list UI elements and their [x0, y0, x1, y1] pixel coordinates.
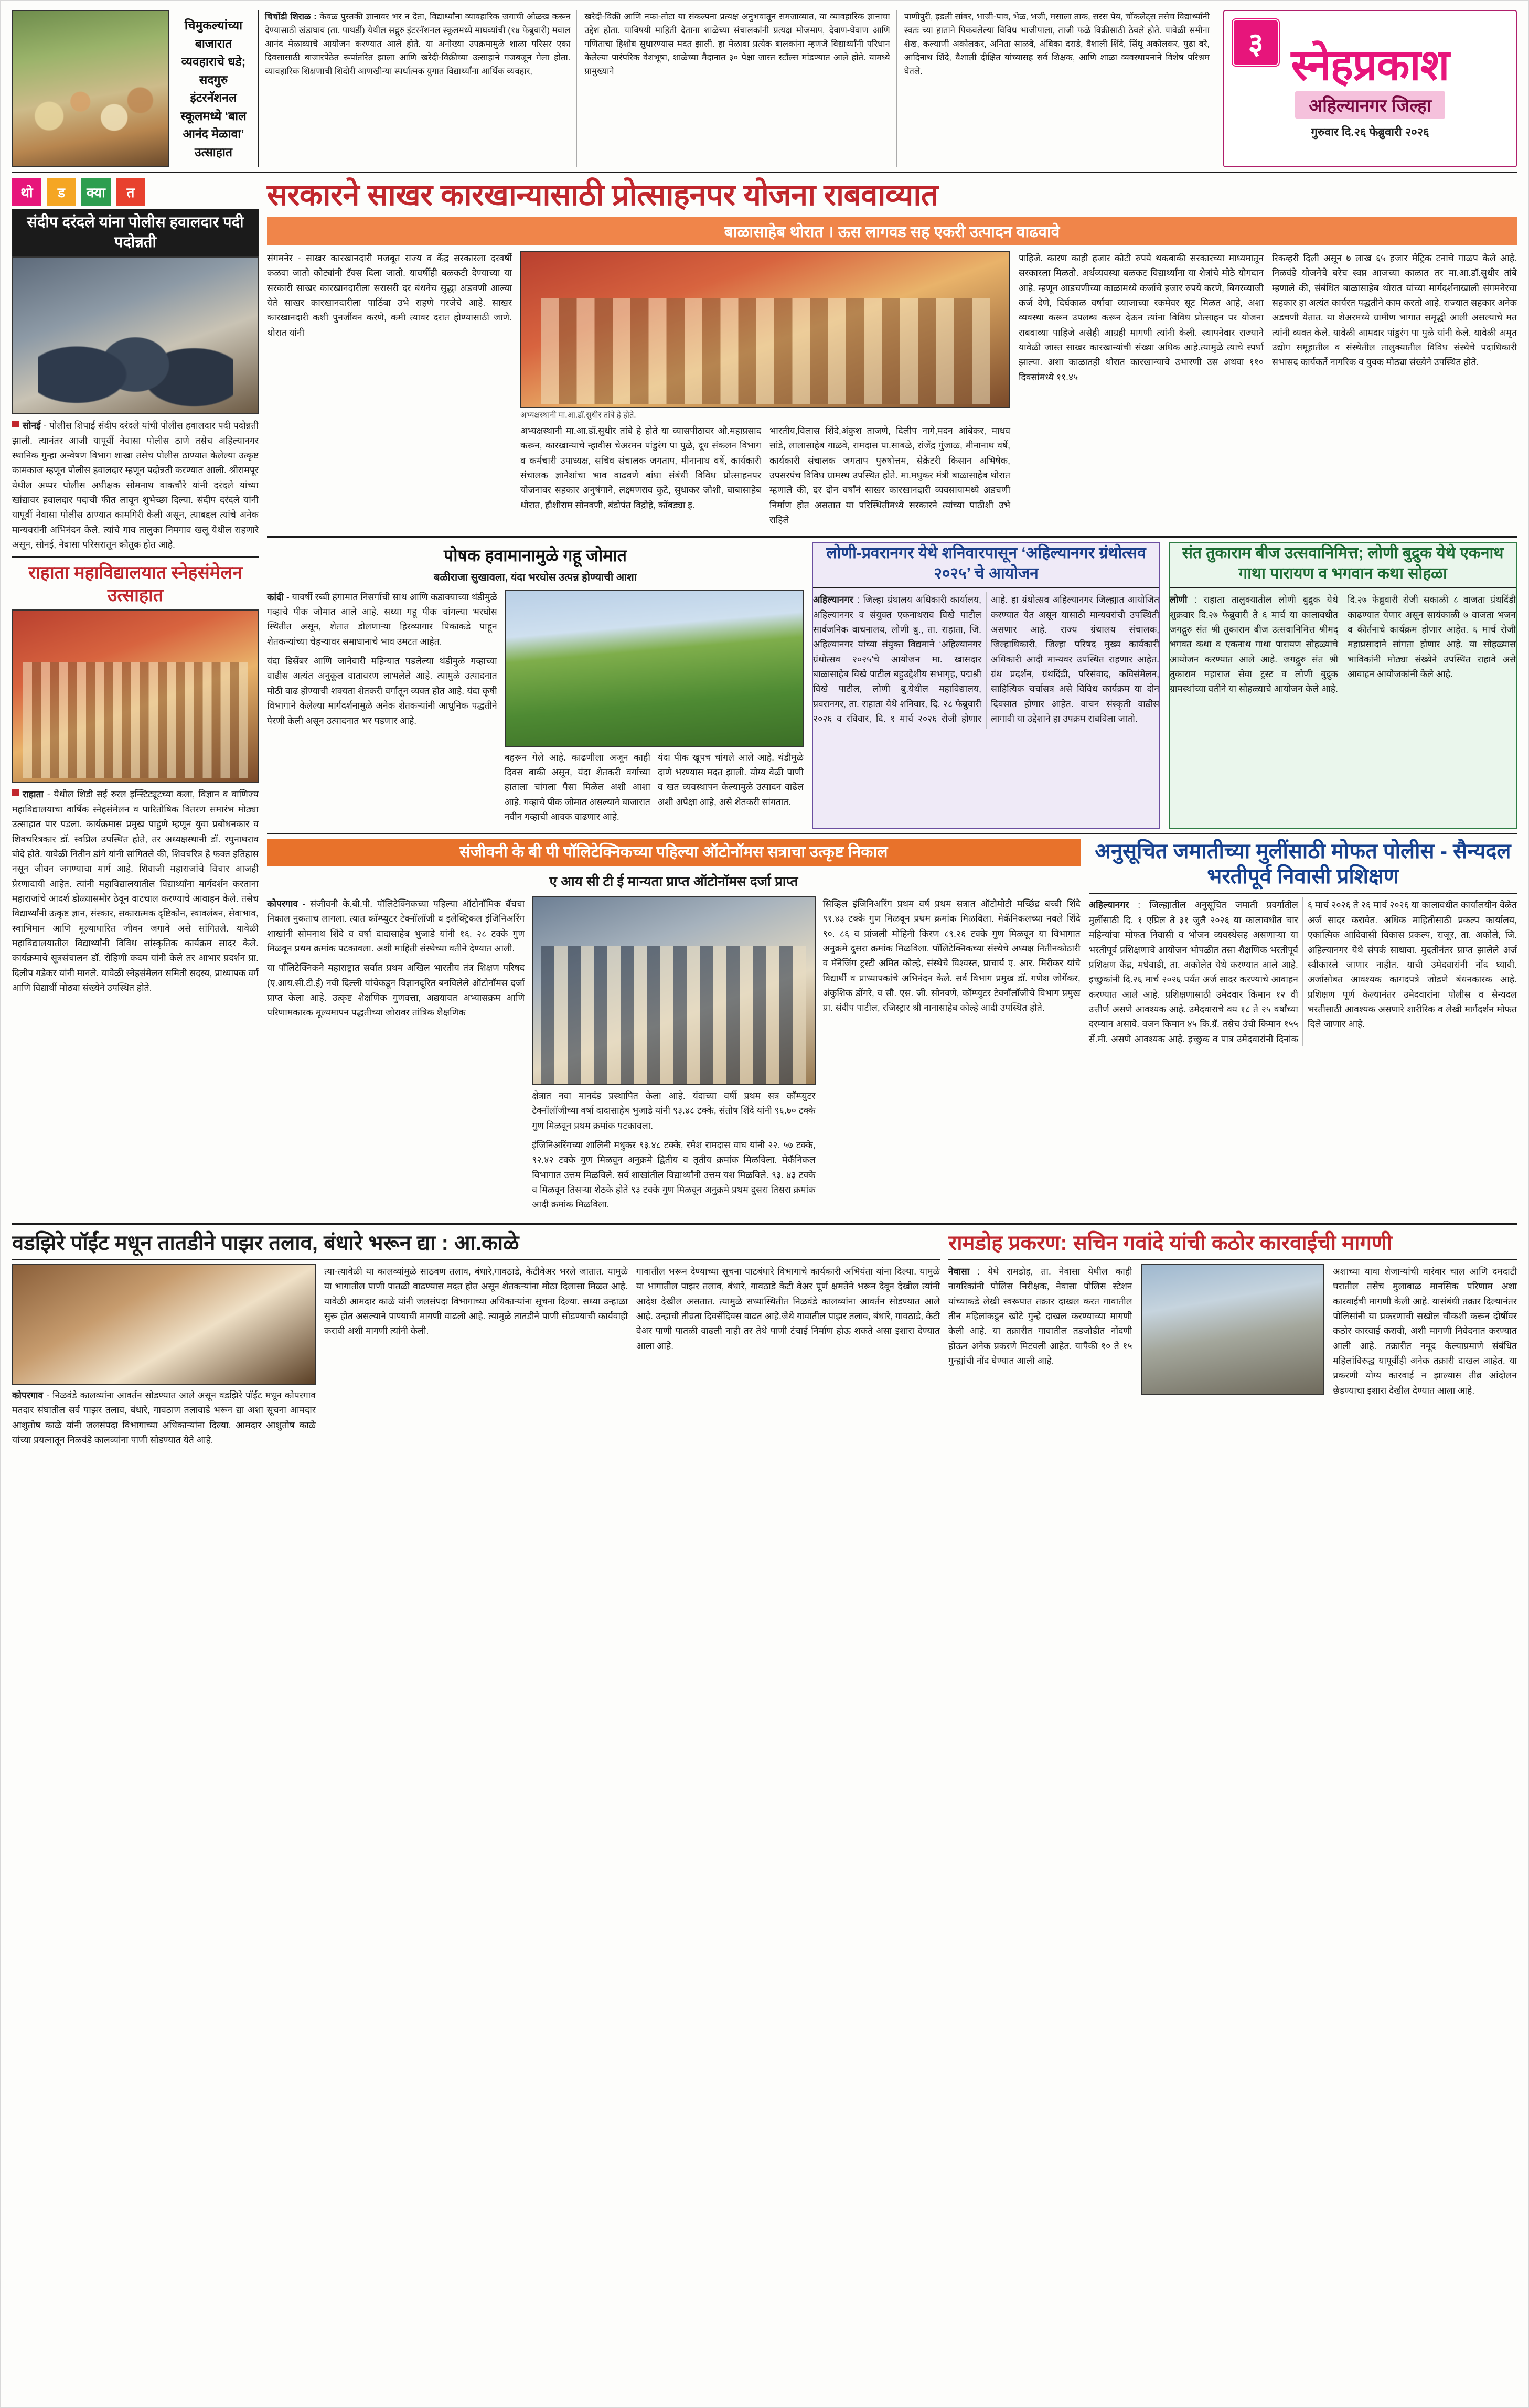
water-col-1 [12, 1264, 316, 1452]
ramdoh-col-1 [948, 1264, 1132, 1403]
tukaram-dateline: लोणी [1170, 594, 1188, 605]
tukaram-text: : राहाता तालुक्यातील लोणी बुद्रुक येथे शुक्रवार दि.२७ फेब्रुवारी ते ६ मार्च या कालावधीत जगद्गुरु संत श्री तुकाराम बीज उत्सवानिमित्त श्रीमद् भगवत कथा व एकनाथ गाथा पारायण सोहळ्याचे आयोजन करण्यात आले आहे. जगद्गुरु संत श्री तुकाराम महाराज सेवा ट्रस्ट व लोणी बुद्रुक ग्रामस्थांच्या वतीने या सोहळ्याचे आयोजन केले आहे. दि.२७ फेब्रुवारी रोजी सकाळी ८ वाजता ग्रंथदिंडी काढण्यात येणार असून सायंकाळी ७ वाजता भजन व कीर्तनाचे कार्यक्रम होणार आहेत. ६ मार्च रोजी महाप्रसादाने सांगता होणार आहे. या सोहळ्यास भाविकांनी मोठ्या संख्येने उपस्थित राहावे असे आवाहन आयोजकांनी केले आहे. [1170, 594, 1516, 694]
lead-col-3-text: भारतीय,विलास शिंदे,अंकुश ताजणे, दिलीप नागे,मदन आंबेकर, माधव सांडे, लालासाहेब गाळवे, रामदास पा.साबळे, रांजेंद्र गुंजाळ, मीनानाथ वर्षे, कार्यकारी संचालक जगताप पुरुषोत्तम, सेक्रेटरी किसान अभिषेक, उपसरपंच विविध ग्रामस्थ उपस्थित होते. मा.मधुकर मंत्री बाळासाहेब थोरात म्हणाले की, दर दोन वर्षांनं साखर कारखानदारी व्यवसायामध्ये अडचणी निर्माण होत असतात या परिस्थितीमध्ये सरकारने त्यांच्या पाठीशी उभे राहिले [769, 425, 1010, 526]
masthead [12, 10, 1517, 167]
ramdoh-photo [1141, 1264, 1325, 1395]
tukaram-divider [1170, 587, 1516, 588]
left-divider-1 [12, 556, 259, 558]
polytechnic-dateline: कोपरगाव [267, 898, 298, 909]
granth-story [812, 542, 1160, 829]
wheat-col-4-text: यंदा पीक खूपच चांगले आले आहे. थंडीमुळे दाणे भरण्यास मदत झाली. योग्य वेळी पाणी व खत व्यवस्थापन केल्यामुळे उत्पादन वाढेल अशी अपेक्षा आहे, असे शेतकरी सांगतात. [657, 752, 804, 807]
water-col-2 [324, 1264, 628, 1452]
ramdoh-divider [948, 1259, 1517, 1260]
promotion-headline: संदीप दरंदले यांना पोलीस हवालदार पदी पदोन्नती [12, 209, 259, 256]
wheat-col-1 [267, 590, 497, 829]
lead-col-4 [1019, 251, 1264, 532]
ramdoh-col-1-text: : येथे रामडोह, ता. नेवासा येथील काही नागरिकांनी पोलिस निरीक्षक, नेवासा पोलिस स्टेशन यांच्याकडे लेखी स्वरूपात तक्रार दाखल करत गावातील तीन महिलांकडून खोटे गुन्हे दाखल करण्याच्या मागणी केली आहे. या तक्रारीत गावातील तडजोडीत नोंदणी होऊन अनेक प्रकरणे मिटवली आहेत. यापैकी १० ते १५ गुन्ह्यांची नोंद घेण्यात आली आहे. [948, 1266, 1132, 1366]
wheat-subhead: बळीराजा सुखावला, यंदा भरघोस उत्पन्न होण्याची आशा [434, 572, 637, 584]
lead-col-4-text: पाहिजे. कारण काही हजार कोटी रुपये थकबाकी सरकारच्या माध्यमातून सरकारला मिळतो. अर्थव्यवस्था बळकट विद्यार्थ्यांना या शेत्रांचे मोठे योगदान आहे. म्हणून आडचणीच्या काळामध्ये कर्जाचे हजार रुपये करणे, बिगरव्याजी कर्ज देणे, दिर्घकाळ वर्षांचा व्याजाच्या रकमेवर सूट मिळत आहे, अशा व्यवस्था करून उपलब्ध करून देऊन त्यांना विविध प्रोत्साहन पर योजना राबवाव्या पाहिजे असेही आग्रही मागणी त्यांनी केली. स्थापनेवार राज्याने यावेळी जास्त साखर कारखान्यांची संख्या अधिक आहे.त्यामुळे त्याचे स्पर्धा झाल्या. अशा काळातही थोरात कारखान्याचे उभारणी उस अथवा ११० दिवसांमध्ये ११.४५ [1019, 252, 1264, 382]
bullet-icon [12, 421, 19, 427]
college-photo [12, 609, 259, 783]
wheat-dateline: कांदी [267, 591, 284, 602]
lead-col-2-text: अभ्यक्षस्थानी मा.आ.डॉ.सुधीर तांबे हे होते या व्यासपीठावर औ.महाप्रसाद करून, कारखान्याचे न्हावीस चेअरमन पांडुरंग पा पुळे, दूध संकलन विभाग व कर्मचारी उपाध्यक्ष, सचिव संचालक जगताप, मीनानाथ वर्षे, कार्यकारी संचालक ज्ञानेशांचा भाव वाढवणे बांधा संबंधी विविध प्रोत्साहनपर योजनावर सहकार अनुषंगाने, लक्ष्मणराव कुटे, सुधाकर जोशी, बाबासाहेब थोरात, हौशीराम सोनवणी, बंडोपंत विद्रोहे, कोंबड्या इ. [520, 425, 761, 510]
water-headline: वडझिरे पॉईंट मधून तातडीने पाझर तलाव, बंधारे भरून द्या : आ.काळे [12, 1231, 519, 1255]
wheat-col-3-text: बहरून गेले आहे. काढणीला अजून काही दिवस बाकी असून, यंदा शेतकरी वर्गाच्या हाताला चांगला पैसा मिळेल अशी आशा आहे. गव्हाचे पीक जोमात असल्याने बाजारात नवीन गव्हाची आवक वाढणार आहे. [504, 752, 650, 822]
second-divider [267, 833, 1517, 834]
masthead-col-1-lead: चिचोंडी शिराळ : [265, 12, 317, 22]
masthead-col-3 [904, 10, 1216, 167]
newspaper-logo [1223, 10, 1517, 167]
masthead-photo-block [12, 10, 259, 167]
lead-photo-caption: अभ्यक्षस्थानी मा.आ.डॉ.सुधीर तांबे हे होते. [520, 410, 636, 420]
ramdoh-story [948, 1230, 1517, 1452]
water-story [12, 1230, 940, 1452]
college-text: - येथील शिडी सई रुरल इन्स्टिट्यूटच्या कला, विज्ञान व वाणिज्य महाविद्यालयाचा वार्षिक स्नेहसंमेलन व पारितोषिक वितरण समारंभ मोठ्या उत्साहात पार पडला. कार्यक्रमास प्रमुख पाहुणे म्हणून युवा प्रबोधनकार व शिवचरित्रकार डॉ. स्वप्निल उपस्थित होते, तर अध्यक्षस्थानी डॉ. रघुनाथराव बोदे होते. यावेळी नितीन डांगे यांनी सांगितले की, शिवचरित्र हे फक्त इतिहास नसून जीवन जगण्याचा मार्ग आहे. शिवाजी महाराजांचे विचार आजही प्रेरणादायी आहेत. त्यांनी महाविद्यालयातील विद्यार्थ्यांना मार्गदर्शन करताना महाराजांचे आदर्श डोळ्यासमोर ठेवून वाटचाल करण्याचे आवाहन केले. तसेच विद्यार्थ्यांनी उत्कृष्ट ज्ञान, संस्कार, सकारात्मक दृष्टिकोन, स्वावलंबन, सेवाभाव, स्वाभिमान आणि मूल्याधारित जीवन जगावे असे सांगितले. यावेळी महाविद्यालयातील विद्यार्थ्यांनी विविध सांस्कृतिक कार्यक्रम सादर केले. कार्यक्रमाचे सूत्रसंचालन डॉ. रोहिणी कदम यांनी केले तर आभार प्रदर्शन प्रा. दिलीप गडेकर यांनी मानले. यावेळी स्नेहसंमेलन समिती सदस्य, प्राध्यापक वर्ग आणि विद्यार्थी मोठ्या संख्येने उपस्थित होते. [12, 789, 259, 993]
lead-story-body [267, 251, 1517, 532]
bullet-icon [12, 789, 19, 796]
water-col-2-text: त्या-त्यावेळी या कालव्यांमुळे साठवण तलाव, बंधारे,गावठाडे, केटीवेअर भरले जातात. यामुळे या भागातील पाणी पातळी वाढण्यास मदत होत असून शेतकऱ्यांना मोठा दिलासा मिळत आहे. यावेळी आमदार काळे यांनी जलसंपदा विभागाच्या अधिकाऱ्यांना सूचना दिल्या. सध्या उन्हाळा सुरू होत असल्याने पाण्याची मागणी वाढली आहे. त्यामुळे तातडीने पाणी सोडण्याची कार्यवाही करावी अशी मागणी त्यांनी केली. [324, 1266, 628, 1336]
promotion-dateline: सोनई [23, 420, 41, 431]
masthead-divider [12, 172, 1517, 173]
second-band [267, 542, 1517, 829]
masthead-left [12, 10, 1216, 167]
granth-text: : जिल्हा ग्रंथालय अधिकारी कार्यालय, अहिल्यानगर व संयुक्त एकनाथराव विखे पाटील सार्वजनिक वाचनालय, लोणी बु., ता. राहाता, जि. अहिल्यानगर यांच्या संयुक्त विद्यमाने ‘अहिल्यानगर ग्रंथोत्सव २०२५’चे आयोजन मा. खासदार बाळासाहेब विखे पाटील बहुउद्देशीय सभागृह, पद्मश्री विखे पाटील, लोणी बु.येथील महाविद्यालय, प्रवरानगर, ता. राहाता येथे शनिवार, दि. २८ फेब्रुवारी २०२६ व रविवार, दि. १ मार्च २०२६ रोजी होणार आहे. हा ग्रंथोत्सव अहिल्यानगर जिल्ह्यात आयोजित करण्यात येत असून यासाठी मान्यवरांची उपस्थिती असणार आहे. राज्य ग्रंथालय संचालक, जिल्हाधिकारी, जिल्हा परिषद मुख्य कार्यकारी अधिकारी आदी मान्यवर उपस्थित राहणार आहेत. ग्रंथ प्रदर्शन, ग्रंथदिंडी, परिसंवाद, कविसंमेलन, साहित्यिक चर्चासत्र असे विविध कार्यक्रम या दोन दिवसात होणार आहेत. वाचन संस्कृती वाढीस लागावी या उद्देशाने हा उपक्रम राबविला जातो. [813, 594, 1159, 724]
main-grid [12, 178, 1517, 1217]
lead-subhead: बाळासाहेब थोरात । ऊस लागवड सह एकरी उत्पादन वाढवावे [267, 217, 1517, 245]
kicker-tile-4: त [116, 178, 145, 206]
ramdoh-headline: रामडोह प्रकरण: सचिन गवांदे यांची कठोर कारवाईची मागणी [948, 1231, 1393, 1255]
recruitment-text: : जिल्ह्यातील अनुसूचित जमाती प्रवर्गातील मुलींसाठी दि. १ एप्रिल ते ३१ जुलै २०२६ या कालावधीत चार महिन्यांचा मोफत निवासी व भोजन व्यवस्थेसह असणाऱ्या या भरतीपूर्व प्रशिक्षणाचे आयोजन भोपळीत तसा शैक्षणिक भरतीपूर्व प्रशिक्षण केंद्र, मधेवाडी, ता. अकोलेत येथे करण्यात आले आहे. इच्छुकांनी दि.२६ मार्च २०२६ पर्यंत अर्ज सादर करण्याचे आवाहन करण्यात आले आहे. प्रशिक्षणासाठी उमेदवार किमान १२ वी उत्तीर्ण असणे आवश्यक आहे. उमेदवाराचे वय १८ ते २५ वर्षांच्या दरम्यान असावे. वजन किमान ४५ कि.ग्रॅ. तसेच उंची किमान १५५ सें.मी. असणे आवश्यक आहे. इच्छुक व पात्र उमेदवारांनी दिनांक ६ मार्च २०२६ ते २६ मार्च २०२६ या कालावधीत कार्यालयीन वेळेत अर्ज सादर करावेत. अधिक माहितीसाठी प्रकल्प कार्यालय, एकात्मिक आदिवासी विकास प्रकल्प, राजूर, ता. अकोले, जि. अहिल्यानगर येथे संपर्क साधावा. मुदतीनंतर प्राप्त झालेले अर्ज स्वीकारले जाणार नाहीत. याची उमेदवारांनी नोंद घ्यावी. अर्जासोबत आवश्यक कागदपत्रे जोडणे बंधनकारक आहे. प्रशिक्षण पूर्ण केल्यानंतर उमेदवारांना पोलीस व सैन्यदल भरतीसाठी आवश्यक असणारे शारीरिक व लेखी मार्गदर्शन मोफत दिले जाणार आहे. [1088, 900, 1517, 1044]
water-col-3-text: गावातील भरून देण्याच्या सूचना पाटबंधारे विभागाचे कार्यकारी अभियंता यांना दिल्या. यामुळे या भागातील पाझर तलाव, बंधारे, गावठाडे केटी वेअर पूर्ण क्षमतेने भरून देवून देखील त्यांनी आदेश देखील असतात. त्यामुळे सध्यास्थितीत निळवंडे कालव्यांना आवर्तन सोडण्यात आले आहे. उन्हाची तीव्रता दिवसेंदिवस वाढत आहे.जेथे गावातील पाझर तलाव, बंधारे, गावठाडे, केटी वेअर पाणी पातळी वाढली नाही तर तेथे पाणी टंचाई निर्माण होऊ शकते असा इशारा देण्यात आला आहे. [636, 1266, 940, 1351]
polytechnic-photo [532, 896, 815, 1085]
water-col-3 [636, 1264, 940, 1452]
masthead-col-1-text: केवळ पुस्तकी ज्ञानावर भर न देता, विद्यार्थ्यांना व्यावहारिक जगाची ओळख करून देण्यासाठी खंडाघाव (ता. पाथर्डी) येथील सद्गुरु इंटरनॅशनल स्कूलमध्ये माघव्यांची (१४ फेब्रुवारी) मवाल आनंद मेळाव्याचे आयोजन करण्यात आले होते. या अनोख्या उपक्रमामुळे शाळा परिसर एका दिवसासाठी बाजारपेठेत रूपांतरित झाला आणि खरेदी-विक्रीच्या उत्साहाने गजबजून गेला होता. व्यावहारिक शिक्षणाची शिदोरी आणखीन्या स्पर्धात्मक युगात विद्यार्थ्यांना आर्थिक व्यवहार, [265, 12, 571, 77]
ramdoh-col-2-text: अशाच्या यावा शेजाऱ्यांची वारंवार चाल आणि दमदाटी घरातील तसेच मुलाबाळ मानसिक परिणाम अशा कारवाईची मागणी केली आहे. यासंबंधी तक्रार दिल्यानंतर पोलिसांनी या प्रकरणाची सखोल चौकशी करून दोषींवर कठोर कारवाई करावी, अशी मागणी निवेदनात करण्यात आली आहे. तक्रारीत नमूद केल्याप्रमाणे संबंधित महिलांविरुद्ध यापूर्वीही अनेक तक्रारी दाखल आहेत. या प्रकरणी योग्य कारवाई न झाल्यास तीव्र आंदोलन छेडण्याचा इशारा देखील देण्यात आला आहे. [1333, 1266, 1517, 1396]
kicker-tile-3: क्या [81, 178, 111, 206]
wheat-story [267, 542, 804, 829]
polytechnic-col-4-text: इंजिनिअरिंगच्या शालिनी मधुकर ९३.४८ टक्के, रमेश रामदास वाघ यांनी २२. ५७ टक्के, ९२.४२ टक्के गुण मिळवून अनुक्रमे द्वितीय व तृतीय क्रमांक मिळविला. मेकॅनिकल विभागात उत्तम मिळविले. सर्व शाखांतील विद्यार्थ्यांनी उत्तम यश मिळविले. ९३. ४३ टक्के व मिळवून तिसऱ्या शेठके होते ९३ टक्के गुण मिळवून अनुक्रमे प्रथम दुसरा तिसरा क्रमांक आदी क्रमांक मिळविला. [532, 1140, 816, 1210]
lead-col-1 [267, 251, 512, 532]
masthead-columns [265, 10, 1216, 167]
page-number-badge: ३ [1233, 19, 1279, 66]
wheat-photo-block [505, 590, 804, 829]
ramdoh-col-2 [1333, 1264, 1517, 1403]
polytechnic-story [267, 839, 1081, 1216]
water-dateline: कोपरगाव [12, 1389, 44, 1400]
polytechnic-photo-block [532, 896, 815, 1217]
water-photo [12, 1264, 316, 1385]
ramdoh-photo-block [1141, 1264, 1325, 1403]
tukaram-body [1170, 592, 1516, 696]
polytechnic-col-5-text: सिव्हिल इंजिनिअरिंग प्रथम वर्ष प्रथम सत्रात ऑटोमोटी मच्छिंद्र बच्ची शिंदे ९१.४३ टक्के गुण मिळवून प्रथम क्रमांक मिळविला. मेकॅनिकलच्या नवले शिंदे ९०. ८६ व प्रांजली मोहिनी किरण ८९.२६ टक्के गुण मिळवून या विभागात अनुक्रमे दुसरा क्रमांक मिळविला. पॉलिटेक्निकच्या संस्थेचे अध्यक्ष नितीनकोठारी व मॅनेजिंग ट्रस्टी अमित कोल्हे, संस्थेचे विश्वस्त, प्राचार्य ए. आर. मिरीकर यांचे विद्यार्थी व प्राध्यापकांचे अभिनंदन केले. सर्व विभाग प्रमुख डॉ. गणेश जोगेंकर, अंकुशिक डोंगरे, व सौ. एस. जी. सोनवणे, कॉम्प्युटर टेक्नॉलॉजीचे विभाग प्रमुख प्रा. संदीप पाटील, रजिस्ट्रार श्री नानासाहेब कोल्हे आदी उपस्थित होते. [822, 898, 1081, 1013]
wheat-headline: पोषक हवामानामुळे गहू जोमात [444, 546, 627, 565]
masthead-col-3-text: पाणीपुरी, इडली सांबर, भाजी-पाव, भेळ, भजी, मसाला ताक, सरस पेय, चॉकलेट्स तसेच विद्यार्थ्यांनी स्वतः च्या हाताने पिकवलेल्या विविध भाजीपाला, ताजी फळे विक्रीसाठी ठेवले होते. यावेळी समीना शेख, कल्याणी अकोलकर, अनिता साळवे, अंबिका दराडे, वैशाली शिंदे, सिंधू अकोलकर, पुढा वरे, आदिनाथ शिंदे, वैशाली दीक्षित यांच्यासह सर्व शिक्षक, आणि शाळा व्यवस्थापनाने विशेष परिश्रम घेतले. [904, 12, 1210, 77]
polytechnic-col-5 [823, 896, 1081, 1217]
newspaper-title: स्नेहप्रकाश [1291, 41, 1449, 89]
bottom-band [12, 1223, 1517, 1452]
lead-col-5-text: रिकव्हरी दिली असून ७ लाख ६५ हजार मेट्रिक टनाचे गाळप केले आहे. निळवंडे योजनेचे बरेच स्वप्न आजच्या काळात तर मा.आ.डॉ.सुधीर तांबे म्हणाले की, संबंधित बाळासाहेब थोरात यांच्या मार्गदर्शनाखाली संगमनेरचा सहकार हा अत्यंत कार्यरत पद्धतीने काम करतो आहे. राज्यात सहकार अनेक अडचणी येतात. या शेअरमध्ये ग्रामीण भागात समृद्धी आली असल्याचे मत त्यांनी व्यक्त केले. यावेळी आमदार पांडुरंग पा पुळे यांनी केले. यावेळी अमृत उद्योग समूहातील व संस्थेतील तालुक्यातील विविध संस्थेचे पदाधिकारी सभासद कार्यकर्ते नागरिक व युवक मोठ्या संख्येने उपस्थित होते. [1272, 252, 1517, 368]
main-column [267, 178, 1517, 1217]
wheat-col-1-text: - यावर्षी रब्बी हंगामात निसर्गाची साथ आणि कडाक्याच्या थंडीमुळे गव्हाचे पीक जोमात आले आहे. सध्या गहू पीक चांगल्या भरघोस स्थितीत असून, शेतात डोलणाऱ्या हिरव्यागार पिकाकडे पाहून शेतकऱ्यांच्या चेहऱ्यावर समाधानाचे भाव उमटत आहेत. [267, 591, 497, 647]
wheat-col-2-text: यंदा डिसेंबर आणि जानेवारी महिन्यात पडलेल्या थंडीमुळे गव्हाच्या वाढीस अत्यंत अनुकूल वातावरण लाभलेले आहे. त्यामुळे उत्पादनात मोठी वाढ होण्याची शक्यता शेतकरी वर्गातून व्यक्त होत आहे. यंदा कृषी विभागाने केलेल्या मार्गदर्शनामुळे अनेक शेतकऱ्यांनी आधुनिक पद्धतीने पेरणी केली असून उत्पादनात भर पडणार आहे. [267, 656, 497, 726]
polytechnic-col-1-text: - संजीवनी के.बी.पी. पॉलिटेक्निकच्या पहिल्या ऑटोनॉमिक बॅचचा निकाल नुकताच लागला. त्यात कॉम्प्युटर टेक्नॉलॉजी व इलेक्ट्रिकल इंजिनिअरिंग शाखांनी सोमनाथ शिंदे व वर्षा दादासाहेब भुजाडे यांनी १६. २८ टक्के गुण मिळवून प्रथम क्रमांक पटकावला. अशी माहिती संस्थेच्या वतीने देण्यात आली. [267, 898, 525, 954]
lead-photo-block [520, 251, 1010, 532]
polytechnic-headline: संजीवनी के बी पी पॉलिटेक्निकच्या पहिल्या ऑटोनॉमस सत्राचा उत्कृष्ट निकाल [267, 839, 1081, 866]
lead-col-5 [1272, 251, 1517, 532]
recruitment-body [1089, 897, 1517, 1046]
tukaram-story [1169, 542, 1517, 829]
recruitment-dateline: अहिल्यानगर [1088, 900, 1129, 911]
tukaram-headline: संत तुकाराम बीज उत्सवानिमित्त; लोणी बुद्रुक येथे एकनाथ गाथा पारायण व भगवान कथा सोहळा [1182, 544, 1504, 583]
granth-dateline: अहिल्यानगर [813, 594, 853, 605]
granth-divider [813, 587, 1159, 588]
college-headline: राहाता महाविद्यालयात स्नेहसंमेलन उत्साहात [28, 563, 242, 605]
polytechnic-subhead: ए आय सी टी ई मान्यता प्राप्त ऑटोनॉमस दर्जा प्राप्त [549, 873, 798, 889]
polytechnic-col-1 [267, 896, 525, 1217]
masthead-col-1 [265, 10, 577, 167]
recruitment-divider [1089, 893, 1517, 894]
college-dateline: राहाता [23, 789, 44, 800]
promotion-photo [12, 256, 259, 414]
promotion-body [12, 418, 259, 552]
lead-headline: सरकारने साखर कारखान्यासाठी प्रोत्साहनपर योजना राबवाव्यात [267, 178, 938, 212]
third-band [267, 839, 1517, 1216]
wheat-photo [505, 590, 804, 747]
polytechnic-col-2-text: या पॉलिटेक्निकने महाराष्ट्रात सर्वात प्रथम अखिल भारतीय तंत्र शिक्षण परिषद (ए.आय.सी.टी.ई) नवी दिल्ली यांचेकडून विज्ञानदूरित बनविलेले ऑटोनॉमस दर्जा प्राप्त केला आहे. उत्कृष्ट शैक्षणिक गुणवत्ता, अद्ययावत अभ्यासक्रम आणि परिणामकारक मूल्यमापन पद्धतीच्या जोरावर तांत्रिक शैक्षणिक [267, 962, 525, 1018]
kicker-tile-2: ड [47, 178, 76, 206]
lead-divider [267, 536, 1517, 538]
masthead-col-2 [584, 10, 896, 167]
promotion-text: - पोलीस शिपाई संदीप दरंदले यांची पोलीस हवालदार पदी पदोन्नती झाली. त्यानंतर आजी यापूर्वी नेवासा पोलीस ठाणे तसेच अहिल्यानगर स्थानिक गुन्हा अन्वेषण विभाग शाखा तसेच पोलीस ठाण्यात केलेल्या उत्कृष्ट कामकाज म्हणून पोलीस हवालदार म्हणून पदोन्नती करण्यात आली. श्रीरामपूर येथील अप्पर पोलीस अधीक्षक सोमनाथ वाकचौरे यांनी दरंदले यांच्या खांद्यावर हवालदार पदाची फीत लावून शुभेच्छा दिल्या. संदीप दरंदले यांनी यापूर्वी नेवासा पोलीस ठाण्यात कामगिरी केली असून, त्याबद्दल त्यांचे अनेक मान्यवरांनी अभिनंदन केले. त्यांचे गाव तालुका निमगाव खलू येथील राहणारे असून, सोनई, नेवासा परिसरातून कौतुक होत आहे. [12, 420, 259, 550]
masthead-photo [12, 10, 169, 167]
lead-col-1-text: संगमनेर - साखर कारखानदारी मजबूत राज्य व केंद्र सरकारला दरवर्षी कळवा जातो कोट्यांनी टॅक्स दिला जातो. यावर्षीही बळकटी देण्याच्या या सरकारी साखर कारखानदारीला सरासरी दर बंधनेच सुद्धा अडचणी आल्या येते साखर कारखानदारीला पाठिंबा उभे राहणे गरजेचे आहे. साखर कारखानदारी कशी पुनर्जीवन करणे, कमी त्यावर दरात होण्यासाठी जाणे. थोरात यांनी [267, 252, 512, 338]
publication-date: गुरुवार दि.२६ फेब्रुवारी २०२६ [1311, 125, 1429, 139]
left-column [12, 178, 259, 1217]
masthead-col-2-text: खरेदी-विक्री आणि नफा-तोटा या संकल्पना प्रत्यक्ष अनुभवातून समजाव्यात, या व्यावहारिक ज्ञानाचा उद्देश होता. याविषयी माहिती देताना शाळेच्या संचालकांनी प्रत्यक्ष मोजमाप, देवाण-घेवाण आणि गणिताचा हिशोब सुधारण्यास मदत झाली. हा मेळावा प्रत्येक बालकांना म्हणजे विद्यार्थ्यांनी परिधान केलेल्या पारंपरिक वेशभूषा, शाळेच्या मैदानात ३० पेक्षा जास्त स्टॉल्स मांडण्यात आले होते. यामध्ये प्रामुख्याने [584, 12, 890, 77]
recruitment-story [1089, 839, 1517, 1216]
recruitment-headline: अनुसूचित जमातीच्या मुलींसाठी मोफत पोलीस - सैन्यदल भरतीपूर्व निवासी प्रशिक्षण [1095, 840, 1511, 889]
college-body [12, 787, 259, 995]
kicker-tile-1: थो [12, 178, 41, 206]
water-divider [12, 1259, 940, 1260]
masthead-photo-caption: चिमुकल्यांच्या बाजारात व्यवहाराचे धडे; सदगुरु इंटरनॅशनल स्कूलमध्ये ‘बाल आनंद मेळावा’ उत्साहात [180, 18, 247, 159]
lead-photo [520, 251, 1010, 408]
kicker-row [12, 178, 259, 206]
polytechnic-col-3-text: क्षेत्रात नवा मानदंड प्रस्थापित केला आहे. यंदाच्या वर्षी प्रथम सत्र कॉम्प्युटर टेक्नॉलॉजीच्या वर्षा दादासाहेब भुजाडे यांनी ९३.४८ टक्के, संतोष शिंदे यांनी ९६.७० टक्के गुण मिळवून प्रथम क्रमांक पटकावला. [532, 1090, 816, 1131]
granth-body [813, 592, 1159, 729]
granth-headline: लोणी-प्रवरानगर येथे शनिवारपासून ‘अहिल्यानगर ग्रंथोत्सव २०२५’ चे आयोजन [826, 544, 1146, 583]
newspaper-edition: अहिल्यानगर जिल्हा [1295, 91, 1445, 119]
ramdoh-dateline: नेवासा [948, 1266, 970, 1277]
water-col-1-text: - निळवंडे कालव्यांना आवर्तन सोडण्यात आले असून वडझिरे पॉईंट मधून कोपरगाव मतदार संघातील सर्व पाझर तलाव, बंधारे, गावठाण तलावाडे भरून द्या अशा सूचना आमदार आशुतोष काळे यांनी जलसंपदा विभागाच्या अधिकाऱ्यांना दिल्या. आमदार आशुतोष काळे यांच्या प्रयत्नातून निळवंडे कालव्यांना पाणी सोडण्यात येते आहे. [12, 1389, 316, 1445]
